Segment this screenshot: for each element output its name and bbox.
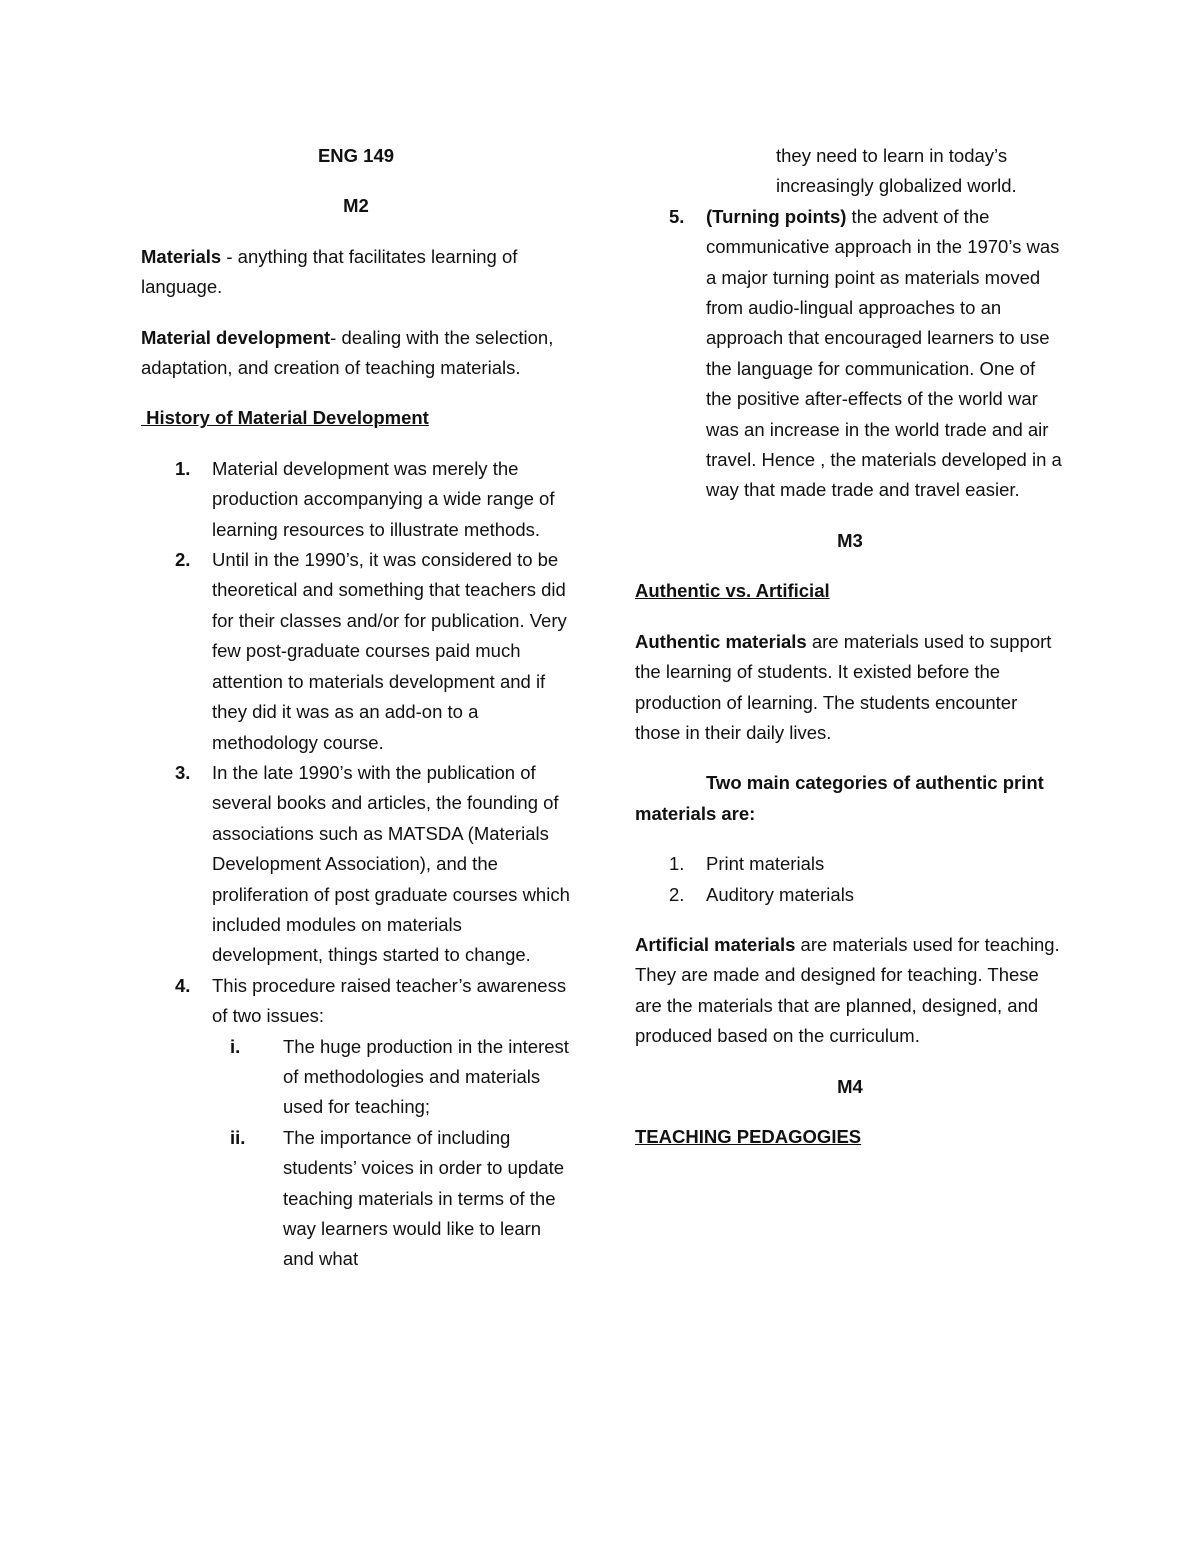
- term-artificial-materials: Artificial materials: [635, 933, 796, 955]
- authentic-vs-artificial-heading: Authentic vs. Artificial: [635, 580, 830, 602]
- artificial-definition-text: are materials used for teaching. They are made and designed for teaching. These are the materials that are planned, designed, and produced based on the curriculum.: [635, 933, 1060, 1047]
- list-item-text: Auditory materials: [706, 883, 855, 905]
- issues-sublist: [212, 1032, 571, 1275]
- teaching-pedagogies-heading: TEACHING PEDAGOGIES: [635, 1125, 862, 1147]
- list-item-text: Print materials: [706, 853, 825, 875]
- categories-list: [635, 849, 1065, 910]
- sublist-item-number: ii.: [230, 1126, 246, 1148]
- list-item-number: 3.: [175, 761, 191, 783]
- turning-points-list: [635, 202, 1065, 506]
- sublist-item: [212, 1032, 571, 1123]
- module-m3-heading: M3: [837, 529, 863, 551]
- list-item: [141, 545, 571, 758]
- list-item: [141, 971, 571, 1275]
- list-item-number: 4.: [175, 974, 191, 996]
- history-heading: History of Material Development: [141, 407, 429, 429]
- list-item-number: 1.: [669, 853, 685, 875]
- module-m2-heading: M2: [343, 195, 369, 217]
- list-item: [635, 880, 1065, 910]
- definition-material-development: [141, 323, 571, 384]
- list-item-number: 1.: [175, 457, 191, 479]
- list-item-text: Until in the 1990’s, it was considered to be theoretical and something that teachers did for their classes and/or for publication. Very few post-graduate courses paid much attention to materials development and if they did it was as an add-on to a methodology course.: [212, 549, 567, 753]
- list-item: [635, 849, 1065, 879]
- term-materials: Materials: [141, 245, 222, 267]
- list-item-number: 2.: [669, 883, 685, 905]
- list-item: [141, 454, 571, 545]
- list-item-text: Material development was merely the production accompanying a wide range of learning resources to illustrate methods.: [212, 457, 555, 540]
- sublist-item-number: i.: [230, 1035, 241, 1057]
- artificial-definition: [635, 930, 1065, 1052]
- term-material-development: Material development: [141, 326, 331, 348]
- sublist-item-text: The importance of including students’ voices in order to update teaching materials in terms of the way learners would like to learn and what: [283, 1126, 565, 1270]
- definition-material-development-text: - dealing with the selection, adaptation, and creation of teaching materials.: [141, 326, 554, 379]
- right-column: [635, 141, 1065, 1152]
- module-m4-heading: M4: [837, 1075, 863, 1097]
- sublist-item-text: The huge production in the interest of methodologies and materials used for teaching;: [283, 1035, 569, 1118]
- continued-text: they need to learn in today’s increasingly globalized world.: [776, 145, 1017, 197]
- list-item-text: the advent of the communicative approach in the 1970’s was a major turning point as materials moved from audio-lingual approaches to an approach that encouraged learners to use the language for communication. One of the positive after-effects of the world war was an increase in the world trade and air travel. Hence , the materials developed in a way that made trade and travel easier.: [706, 205, 1062, 501]
- categories-heading: Two main categories of authentic print materials are:: [635, 772, 1044, 824]
- definition-materials: [141, 242, 571, 303]
- definition-materials-text: - anything that facilitates learning of language.: [141, 245, 518, 298]
- history-list: [141, 454, 571, 1275]
- list-item-number: 5.: [669, 205, 685, 227]
- course-title: ENG 149: [317, 145, 395, 166]
- term-authentic-materials: Authentic materials: [635, 630, 807, 652]
- list-item: [635, 202, 1065, 506]
- list-item: [141, 758, 571, 971]
- authentic-definition-text: are materials used to support the learning of students. It existed before the production of learning. The students encounter those in their daily lives.: [635, 630, 1052, 743]
- authentic-definition: [635, 627, 1065, 749]
- list-item-text: In the late 1990’s with the publication of several books and articles, the founding of associations such as MATSDA (Materials Development Association), and the proliferation of post graduate courses which included modules on materials development, things started to change.: [212, 761, 570, 966]
- left-column: [141, 141, 571, 1275]
- list-item-text: This procedure raised teacher’s awareness of two issues:: [212, 974, 567, 1027]
- sublist-item: [212, 1123, 571, 1275]
- term-turning-points: (Turning points): [706, 205, 847, 227]
- list-item-number: 2.: [175, 549, 191, 571]
